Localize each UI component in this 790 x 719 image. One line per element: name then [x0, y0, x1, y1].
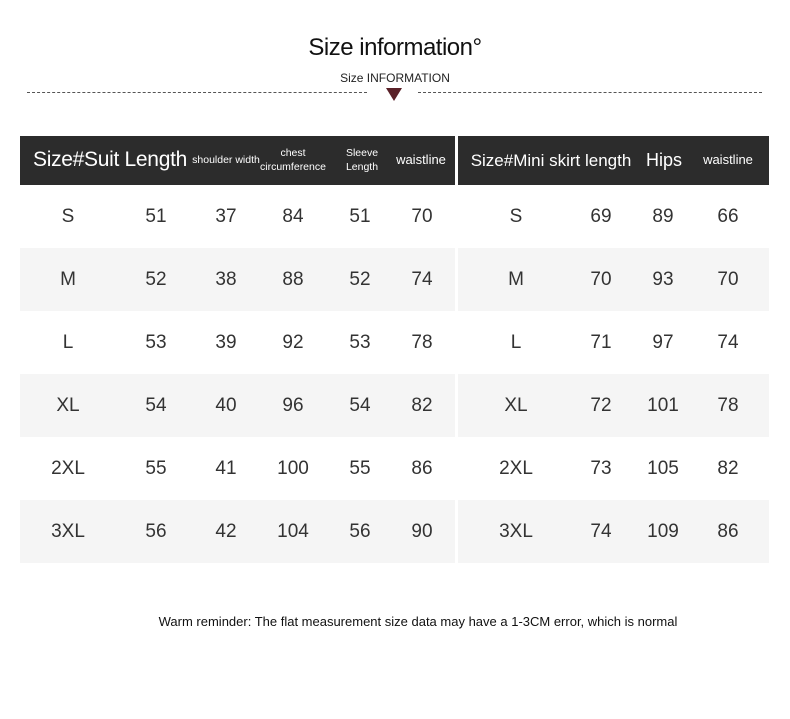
suit-value-cell: 70: [411, 205, 433, 227]
skirt-value-cell: 74: [717, 331, 739, 353]
skirt-value-cell: 101: [647, 394, 679, 416]
skirt-value-cell: 72: [590, 394, 612, 416]
suit-value-cell: 100: [277, 457, 309, 479]
skirt-value-cell: 93: [652, 268, 674, 290]
skirt-value-cell: 97: [652, 331, 674, 353]
suit-value-cell: 55: [349, 457, 371, 479]
skirt-value-cell: 74: [590, 520, 612, 542]
skirt-table-header: [458, 136, 769, 185]
suit-header-sleeve: Sleeve Length: [345, 147, 379, 173]
suit-size-cell: M: [60, 268, 76, 290]
divider-marker: [386, 88, 402, 101]
suit-header-chest: chest circumference: [260, 147, 326, 173]
suit-size-cell: 2XL: [51, 457, 85, 479]
skirt-value-cell: 70: [717, 268, 739, 290]
suit-header-size-length: Size#Suit Length: [33, 148, 187, 172]
skirt-size-cell: XL: [504, 394, 528, 416]
suit-value-cell: 96: [282, 394, 304, 416]
skirt-header-hips: Hips: [645, 150, 682, 171]
suit-table-row: [20, 374, 455, 437]
suit-table-row: [20, 311, 455, 374]
suit-size-cell: 3XL: [51, 520, 85, 542]
skirt-value-cell: 70: [590, 268, 612, 290]
measurement-note: Warm reminder: The flat measurement size data may have a 1-3CM error, which is normal: [158, 614, 678, 629]
divider-right: [418, 92, 762, 93]
page-subtitle: Size INFORMATION: [340, 71, 450, 85]
suit-header-shoulder: shoulder width: [192, 153, 260, 166]
skirt-table-row: [458, 374, 769, 437]
skirt-value-cell: 66: [717, 205, 739, 227]
suit-table-row: [20, 500, 455, 563]
suit-value-cell: 104: [277, 520, 309, 542]
suit-value-cell: 39: [215, 331, 237, 353]
suit-value-cell: 55: [145, 457, 167, 479]
suit-value-cell: 78: [411, 331, 433, 353]
suit-value-cell: 52: [145, 268, 167, 290]
skirt-value-cell: 109: [647, 520, 679, 542]
skirt-table-row: [458, 437, 769, 500]
suit-value-cell: 40: [215, 394, 237, 416]
suit-table-header: [20, 136, 455, 185]
skirt-value-cell: 105: [647, 457, 679, 479]
suit-value-cell: 52: [349, 268, 371, 290]
skirt-size-table: [458, 136, 769, 563]
suit-value-cell: 82: [411, 394, 433, 416]
skirt-header-waistline: waistline: [703, 152, 753, 168]
suit-value-cell: 54: [145, 394, 167, 416]
suit-value-cell: 38: [215, 268, 237, 290]
suit-value-cell: 88: [282, 268, 304, 290]
skirt-size-cell: S: [509, 205, 523, 227]
skirt-header-size-length: Size#Mini skirt length: [470, 150, 632, 170]
suit-table-row: [20, 185, 455, 248]
skirt-table-row: [458, 311, 769, 374]
suit-value-cell: 56: [145, 520, 167, 542]
suit-header-waistline: waistline: [396, 152, 446, 168]
skirt-table-row: [458, 185, 769, 248]
suit-size-cell: XL: [56, 394, 80, 416]
suit-value-cell: 84: [282, 205, 304, 227]
suit-value-cell: 56: [349, 520, 371, 542]
skirt-table-row: [458, 500, 769, 563]
divider-left: [27, 92, 367, 93]
skirt-value-cell: 69: [590, 205, 612, 227]
suit-value-cell: 90: [411, 520, 433, 542]
suit-value-cell: 42: [215, 520, 237, 542]
suit-value-cell: 37: [215, 205, 237, 227]
page-title: Size information°: [308, 34, 482, 61]
suit-size-cell: L: [62, 331, 74, 353]
suit-value-cell: 51: [145, 205, 167, 227]
skirt-size-cell: 2XL: [499, 457, 533, 479]
skirt-value-cell: 78: [717, 394, 739, 416]
skirt-value-cell: 73: [590, 457, 612, 479]
suit-table-row: [20, 248, 455, 311]
suit-value-cell: 74: [411, 268, 433, 290]
suit-size-table: [20, 136, 455, 563]
skirt-size-cell: M: [508, 268, 524, 290]
skirt-value-cell: 71: [590, 331, 612, 353]
suit-size-cell: S: [61, 205, 75, 227]
skirt-size-cell: 3XL: [499, 520, 533, 542]
suit-value-cell: 92: [282, 331, 304, 353]
suit-table-row: [20, 437, 455, 500]
suit-value-cell: 54: [349, 394, 371, 416]
suit-value-cell: 51: [349, 205, 371, 227]
skirt-value-cell: 82: [717, 457, 739, 479]
skirt-table-row: [458, 248, 769, 311]
skirt-value-cell: 89: [652, 205, 674, 227]
suit-value-cell: 86: [411, 457, 433, 479]
skirt-size-cell: L: [510, 331, 522, 353]
suit-value-cell: 53: [349, 331, 371, 353]
suit-value-cell: 53: [145, 331, 167, 353]
skirt-value-cell: 86: [717, 520, 739, 542]
suit-value-cell: 41: [215, 457, 237, 479]
